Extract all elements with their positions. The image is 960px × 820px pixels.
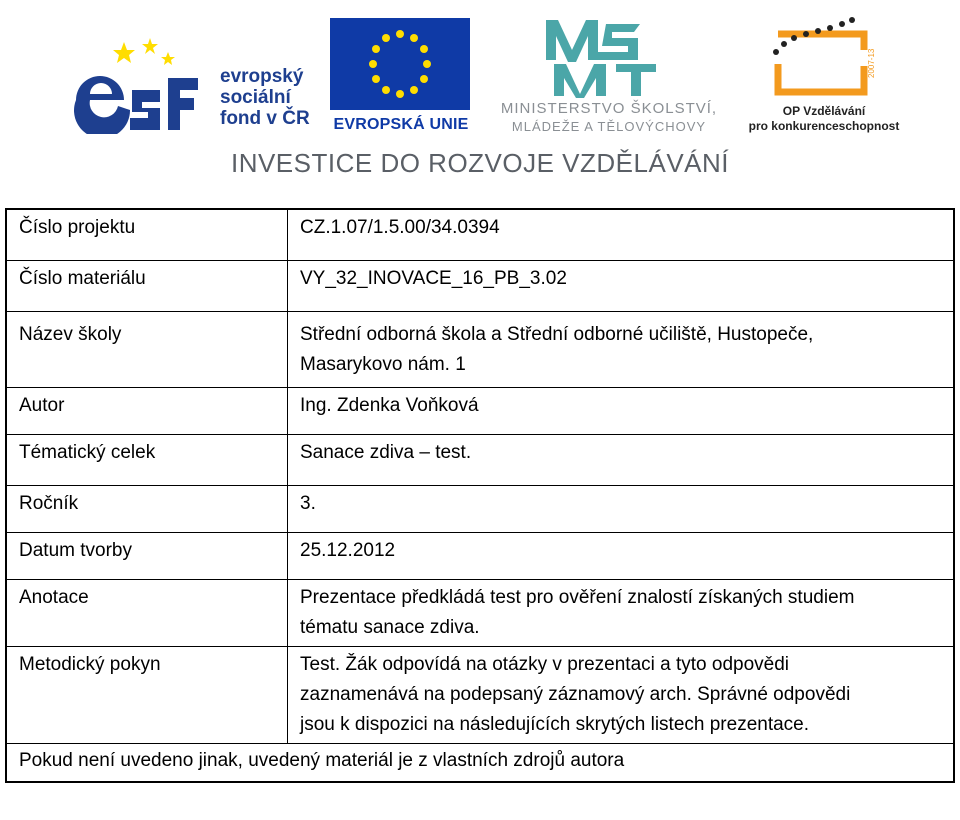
esf-mark-icon xyxy=(72,38,204,134)
material-number-label: Číslo materiálu xyxy=(6,261,288,312)
annotation-label: Anotace xyxy=(6,580,288,647)
table-row-material xyxy=(6,261,954,312)
project-number-value: CZ.1.07/1.5.00/34.0394 xyxy=(288,209,955,261)
esf-logo-text: evropský sociální fond v ČR xyxy=(220,66,310,129)
project-info-table xyxy=(5,208,955,783)
material-number-value: VY_32_INOVACE_16_PB_3.02 xyxy=(288,261,955,312)
footer-note: Pokud není uvedeno jinak, uvedený materiál je z vlastních zdrojů autora xyxy=(6,744,954,783)
author-value: Ing. Zdenka Voňková xyxy=(288,388,955,435)
author-label: Autor xyxy=(6,388,288,435)
msmt-logo-text: MINISTERSTVO ŠKOLSTVÍ, MLÁDEŽE A TĚLOVÝCHOVY xyxy=(500,100,718,134)
annotation-line: tématu sanace zdiva. xyxy=(300,617,480,638)
eu-logo xyxy=(330,18,472,134)
table-row-footer xyxy=(6,744,954,783)
school-name-value xyxy=(288,312,955,388)
table-row-topic xyxy=(6,435,954,486)
table-row-year xyxy=(6,486,954,533)
table-row-project xyxy=(6,209,954,261)
year-value: 3. xyxy=(288,486,955,533)
method-line: zaznamenává na podepsaný záznamový arch. Správné odpovědi xyxy=(300,684,851,705)
op-mark-icon xyxy=(738,14,910,98)
date-value: 25.12.2012 xyxy=(288,533,955,580)
op-year-text: 2007-13 xyxy=(867,48,876,78)
eu-logo-text: EVROPSKÁ UNIE xyxy=(333,116,469,133)
table-row-school xyxy=(6,312,954,388)
eu-flag-icon xyxy=(330,18,470,110)
school-name-line: Střední odborná škola a Střední odborné učiliště, Hustopeče, xyxy=(300,324,814,345)
op-logo-text: OP Vzdělávání pro konkurenceschopnost xyxy=(748,104,900,133)
table-row-method xyxy=(6,647,954,744)
annotation-line: Prezentace předkládá test pro ověření znalostí získaných studiem xyxy=(300,587,855,608)
table-row-annotation xyxy=(6,580,954,647)
method-value xyxy=(288,647,955,744)
table-row-author xyxy=(6,388,954,435)
logo-band xyxy=(0,0,960,200)
topic-label: Tématický celek xyxy=(6,435,288,486)
annotation-value xyxy=(288,580,955,647)
msmt-logo xyxy=(484,14,734,138)
msmt-mark-icon xyxy=(484,14,734,98)
table-row-date xyxy=(6,533,954,580)
school-name-line: Masarykovo nám. 1 xyxy=(300,354,466,375)
esf-logo xyxy=(72,14,312,136)
topic-value: Sanace zdiva – test. xyxy=(288,435,955,486)
method-label: Metodický pokyn xyxy=(6,647,288,744)
method-line: jsou k dispozici na následujících skrytých listech prezentace. xyxy=(300,714,810,735)
school-name-label: Název školy xyxy=(6,312,288,388)
investice-heading: INVESTICE DO ROZVOJE VZDĚLÁVÁNÍ xyxy=(230,148,730,178)
year-label: Ročník xyxy=(6,486,288,533)
method-line: Test. Žák odpovídá na otázky v prezentaci a tyto odpovědi xyxy=(300,654,790,675)
op-vzdelavani-logo xyxy=(738,14,910,138)
project-number-label: Číslo projektu xyxy=(6,209,288,261)
date-label: Datum tvorby xyxy=(6,533,288,580)
